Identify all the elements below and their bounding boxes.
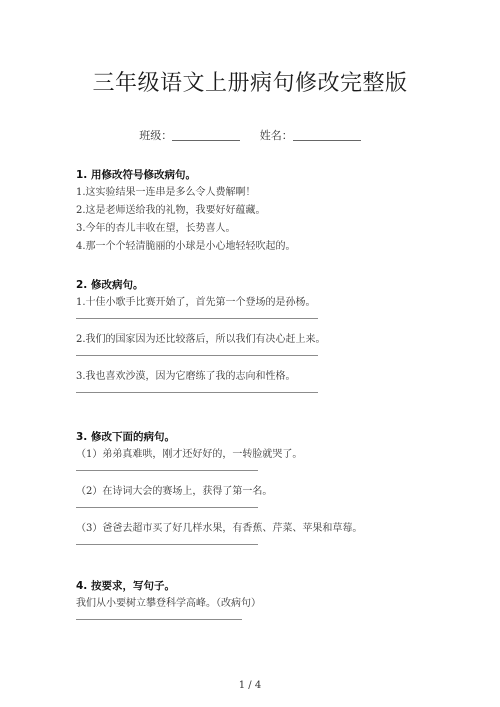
name-label: 姓名： [259, 129, 293, 142]
name-blank [293, 129, 361, 141]
section-1 [76, 166, 436, 256]
answer-line [76, 544, 258, 545]
section-4 [76, 577, 436, 620]
document-title: 三年级语文上册病句修改完整版 [92, 71, 408, 96]
question-2-3: 3.我也喜欢沙漠，因为它磨练了我的志向和性格。 [76, 371, 296, 382]
section-3-heading: 3. 修改下面的病句。 [76, 431, 175, 443]
class-blank [172, 129, 240, 141]
page-number: 1 / 4 [238, 680, 262, 691]
question-1-2: 2.这是老师送给我的礼物，我要好好蕴藏。 [76, 205, 266, 216]
section-4-heading: 4. 按要求，写句子。 [76, 580, 175, 592]
section-2-heading: 2. 修改病句。 [76, 279, 144, 291]
question-1-4: 4.那一个个轻清脆丽的小球是小心地轻轻吹起的。 [76, 241, 296, 252]
question-4-1: 我们从小要树立攀登科学高峰。（改病句） [76, 598, 261, 609]
section-3 [76, 428, 436, 545]
question-3-3: （3）爸爸去超市买了好几样水果，有香蕉、芹菜、苹果和草莓。 [76, 523, 363, 534]
answer-line [76, 619, 242, 620]
question-3-1: （1）弟弟真难哄，刚才还好好的，一转脸就哭了。 [76, 449, 303, 460]
answer-line [76, 392, 318, 393]
question-2-2: 2.我们的国家因为还比较落后，所以我们有决心赶上来。 [76, 334, 326, 345]
question-2-1: 1.十佳小歌手比赛开始了，首先第一个登场的是孙杨。 [76, 297, 316, 308]
class-label: 班级： [139, 129, 173, 142]
question-1-1: 1.这实验结果一连串是多么令人费解啊！ [76, 187, 256, 198]
section-2 [76, 276, 436, 393]
question-3-2: （2）在诗词大会的赛场上，获得了第一名。 [76, 486, 273, 497]
student-info [0, 127, 500, 143]
question-1-3: 3.今年的杏儿丰收在望，长势喜人。 [76, 223, 236, 234]
section-1-heading: 1. 用修改符号修改病句。 [76, 169, 196, 181]
